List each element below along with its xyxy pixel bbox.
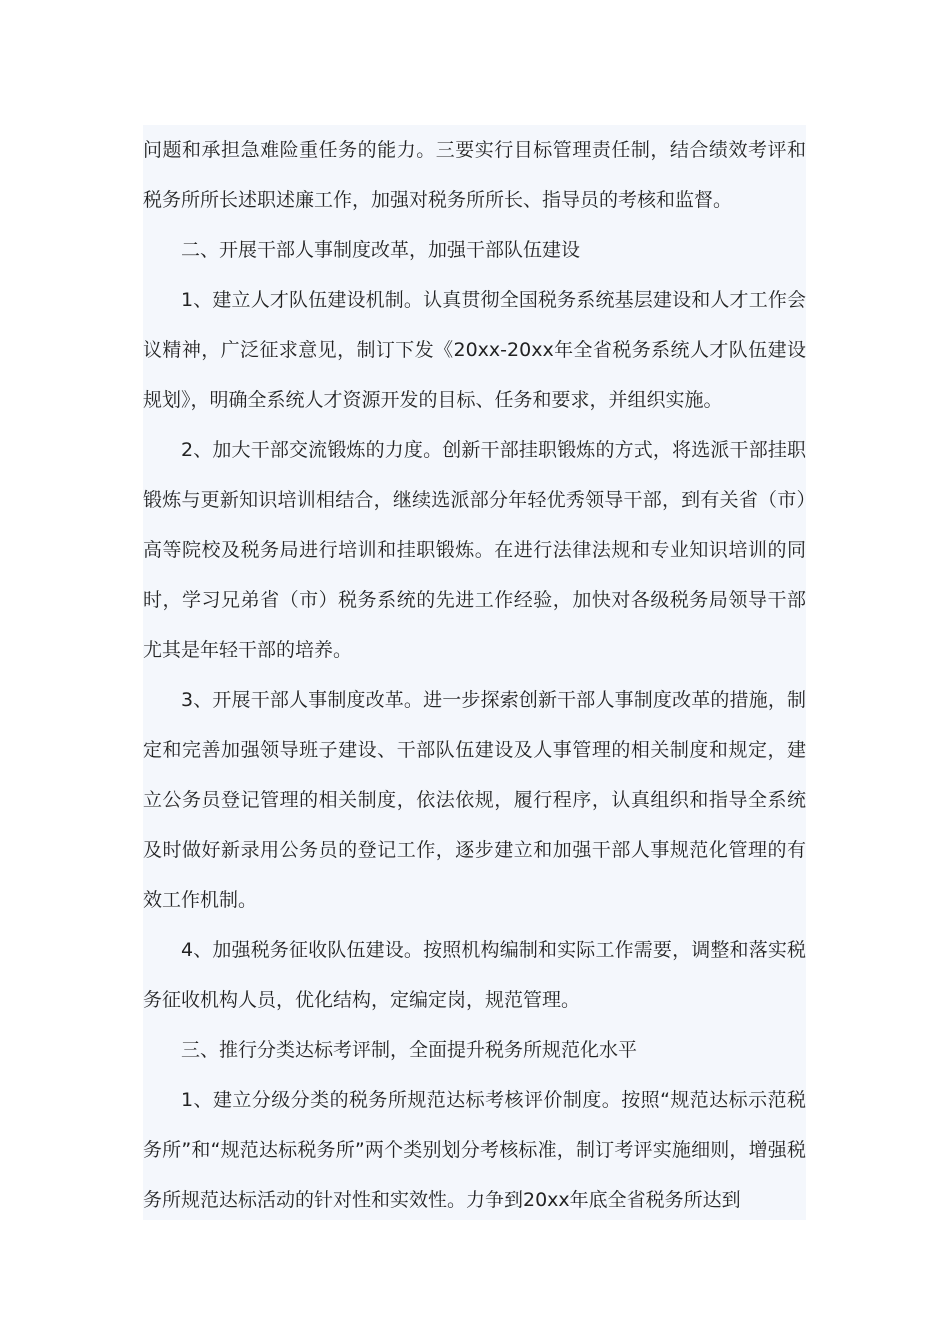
section-heading-3: 三、推行分类达标考评制，全面提升税务所规范化水平 — [181, 1039, 638, 1061]
paragraph-2-2: 2、加大干部交流锻炼的力度。创新干部挂职锻炼的方式，将选派干部挂职锻炼与更新知识培训相结合，继续选派部分年轻优秀领导干部，到有关省（市）高等院校及税务局进行培训和挂职锻炼。在进行法律法规和专业知识培训的同时，学习兄弟省（市）税务系统的先进工作经验，加快对各级税务局领导干部尤其是年轻干部的培养。 — [143, 439, 806, 661]
paragraph-3-1: 1、建立分级分类的税务所规范达标考核评价制度。按照“规范达标示范税务所”和“规范达标税务所”两个类别划分考核标准，制订考评实施细则，增强税务所规范达标活动的针对性和实效性。力争到20xx年底全省税务所达到 — [143, 1089, 806, 1211]
document-text-block — [143, 125, 806, 1220]
paragraph-2-4: 4、加强税务征收队伍建设。按照机构编制和实际工作需要，调整和落实税务征收机构人员，优化结构，定编定岗，规范管理。 — [143, 939, 806, 1011]
paragraph-continuation: 问题和承担急难险重任务的能力。三要实行目标管理责任制，结合绩效考评和税务所所长述职述廉工作，加强对税务所所长、指导员的考核和监督。 — [143, 139, 806, 211]
paragraph-2-3: 3、开展干部人事制度改革。进一步探索创新干部人事制度改革的措施，制定和完善加强领导班子建设、干部队伍建设及人事管理的相关制度和规定，建立公务员登记管理的相关制度，依法依规，履行程序，认真组织和指导全系统及时做好新录用公务员的登记工作，逐步建立和加强干部人事规范化管理的有效工作机制。 — [143, 689, 806, 911]
paragraph-2-1: 1、建立人才队伍建设机制。认真贯彻全国税务系统基层建设和人才工作会议精神，广泛征求意见，制订下发《20xx-20xx年全省税务系统人才队伍建设规划》，明确全系统人才资源开发的目标、任务和要求，并组织实施。 — [143, 289, 806, 411]
section-heading-2: 二、开展干部人事制度改革，加强干部队伍建设 — [181, 239, 581, 261]
